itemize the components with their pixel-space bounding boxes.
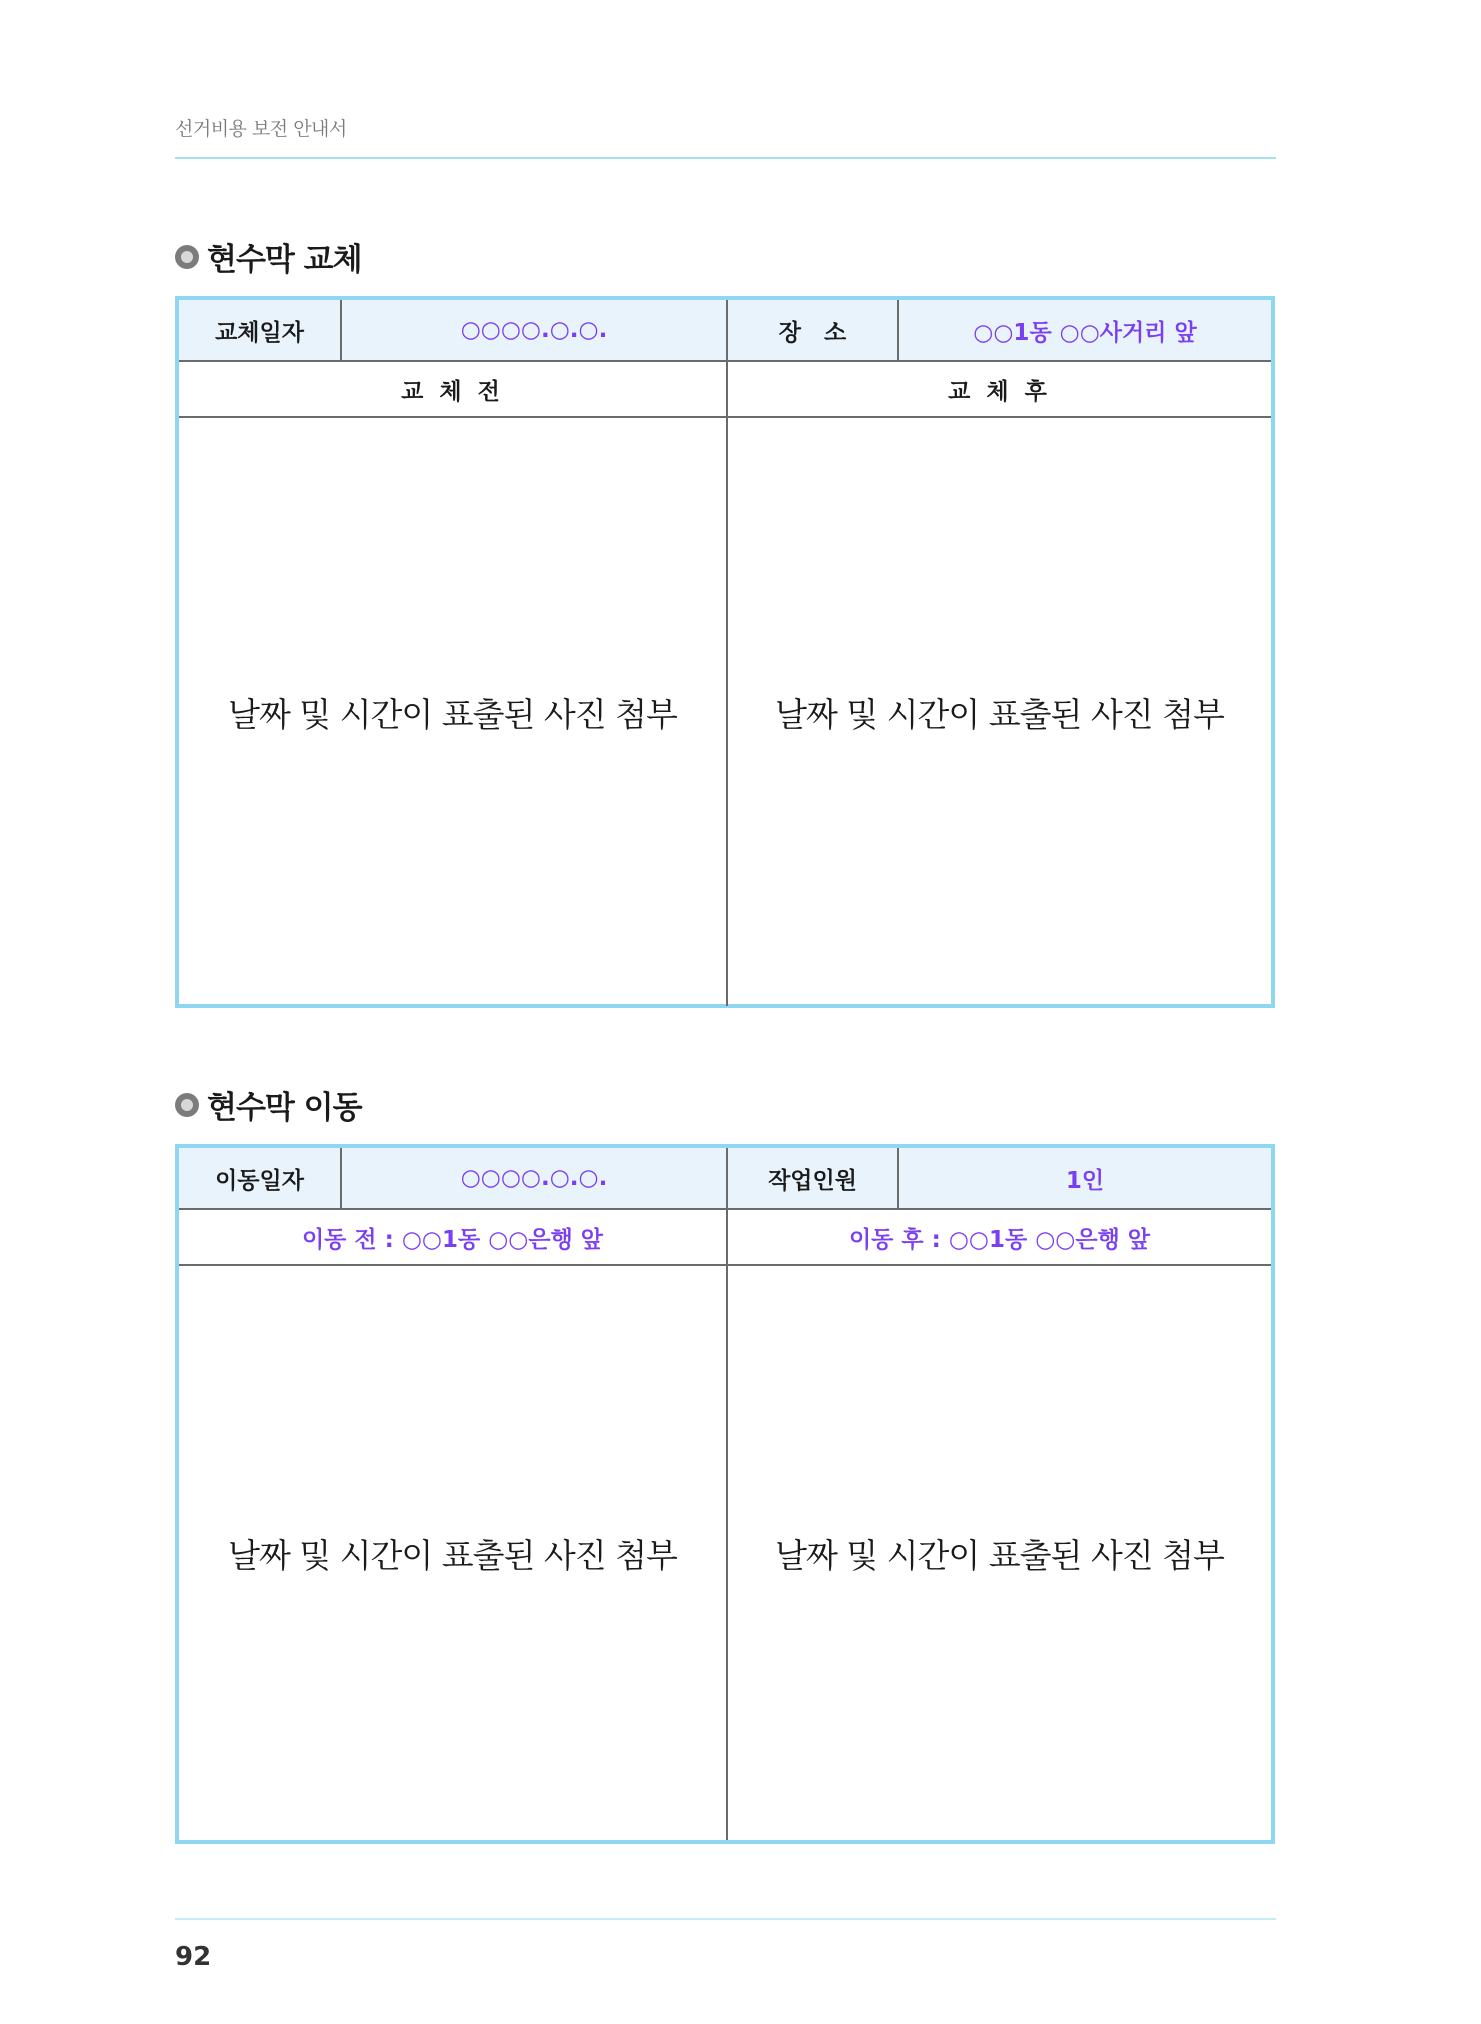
circle-bullet-icon (175, 245, 199, 269)
page-number: 92 (175, 1942, 212, 1972)
relocation-date-value: ○○○○.○.○. (342, 1148, 728, 1208)
replacement-date-value: ○○○○.○.○. (342, 300, 728, 360)
after-replacement-header: 교 체 후 (948, 378, 1051, 405)
location-value: ○○1동 ○○사거리 앞 (973, 319, 1197, 346)
subhead-row (179, 1210, 1271, 1266)
subhead-row (179, 362, 1271, 418)
section-title-text: 현수막 이동 (207, 1090, 362, 1126)
replacement-date-label: 교체일자 (179, 300, 342, 360)
photo-row (179, 418, 1271, 1006)
photo-placeholder-before: 날짜 및 시간이 표출된 사진 첨부 (179, 418, 728, 1006)
info-row (179, 1148, 1271, 1210)
footer-divider (175, 1918, 1276, 1920)
photo-placeholder-after: 날짜 및 시간이 표출된 사진 첨부 (775, 1535, 1224, 1575)
section-title-banner-relocation (175, 1082, 362, 1127)
relocation-date-label: 이동일자 (179, 1148, 342, 1208)
after-relocation-header: 이동 후 : ○○1동 ○○은행 앞 (848, 1226, 1151, 1253)
photo-placeholder-after: 날짜 및 시간이 표출된 사진 첨부 (775, 694, 1224, 734)
section-title-banner-replacement (175, 234, 362, 279)
section-title-text: 현수막 교체 (207, 242, 362, 278)
workers-value: 1인 (1065, 1167, 1105, 1194)
location-label: 장 소 (728, 300, 899, 360)
banner-replacement-form (175, 296, 1275, 1008)
info-row (179, 300, 1271, 362)
workers-label: 작업인원 (728, 1148, 899, 1208)
document-header-title: 선거비용 보전 안내서 (175, 118, 347, 140)
before-replacement-header: 교 체 전 (179, 362, 728, 416)
header-divider (175, 157, 1276, 159)
circle-bullet-icon (175, 1093, 199, 1117)
photo-row (179, 1266, 1271, 1840)
before-relocation-header: 이동 전 : ○○1동 ○○은행 앞 (179, 1210, 728, 1264)
banner-relocation-form (175, 1144, 1275, 1844)
photo-placeholder-before: 날짜 및 시간이 표출된 사진 첨부 (179, 1266, 728, 1840)
